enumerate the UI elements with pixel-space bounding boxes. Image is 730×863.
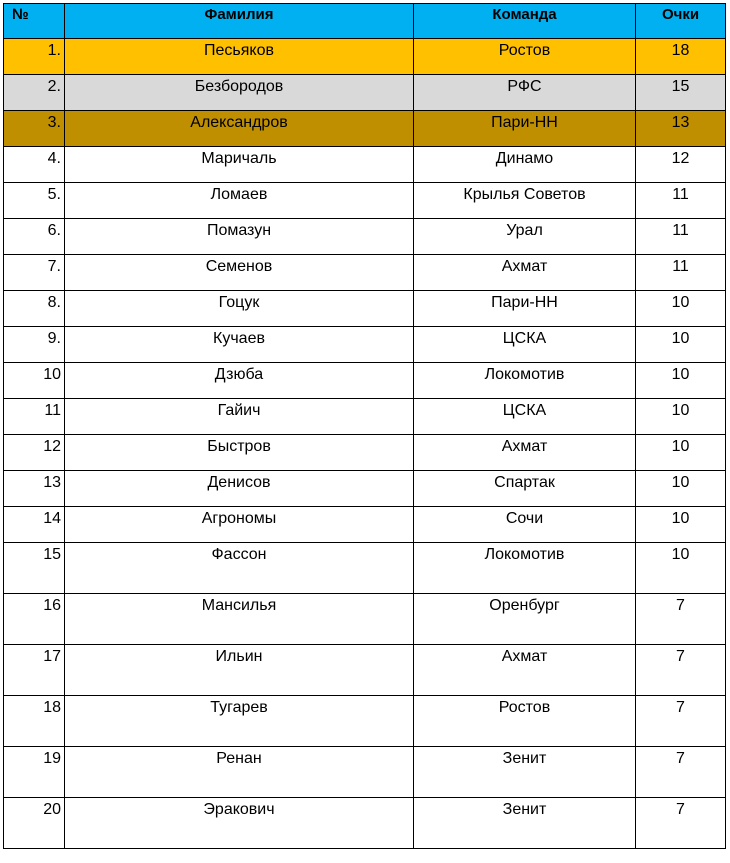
cell-num: 6.	[4, 219, 65, 255]
cell-num: 16	[4, 594, 65, 645]
cell-team: Ахмат	[414, 255, 636, 291]
cell-points: 7	[636, 696, 726, 747]
cell-num: 18	[4, 696, 65, 747]
cell-name: Гоцук	[65, 291, 414, 327]
cell-points: 7	[636, 798, 726, 849]
table-row	[4, 507, 726, 543]
cell-team: Локомотив	[414, 363, 636, 399]
cell-num: 11	[4, 399, 65, 435]
header-team: Команда	[414, 4, 636, 39]
cell-name: Агрономы	[65, 507, 414, 543]
cell-team: Ростов	[414, 696, 636, 747]
header-points: Очки	[636, 4, 726, 39]
cell-team: Крылья Советов	[414, 183, 636, 219]
cell-team: Ростов	[414, 39, 636, 75]
table-row	[4, 471, 726, 507]
cell-team: Пари-НН	[414, 111, 636, 147]
cell-team: Локомотив	[414, 543, 636, 594]
cell-points: 10	[636, 363, 726, 399]
table-row	[4, 183, 726, 219]
cell-num: 9.	[4, 327, 65, 363]
header-name: Фамилия	[65, 4, 414, 39]
standings-table	[3, 3, 726, 849]
table-row	[4, 696, 726, 747]
cell-name: Гайич	[65, 399, 414, 435]
cell-team: Оренбург	[414, 594, 636, 645]
cell-team: Ахмат	[414, 435, 636, 471]
table-row	[4, 747, 726, 798]
cell-team: РФС	[414, 75, 636, 111]
cell-num: 8.	[4, 291, 65, 327]
cell-name: Помазун	[65, 219, 414, 255]
cell-name: Ломаев	[65, 183, 414, 219]
cell-name: Быстров	[65, 435, 414, 471]
cell-points: 10	[636, 543, 726, 594]
cell-name: Фассон	[65, 543, 414, 594]
cell-team: Динамо	[414, 147, 636, 183]
cell-name: Песьяков	[65, 39, 414, 75]
cell-num: 13	[4, 471, 65, 507]
table-row	[4, 39, 726, 75]
table-row	[4, 399, 726, 435]
cell-name: Тугарев	[65, 696, 414, 747]
cell-num: 20	[4, 798, 65, 849]
cell-points: 13	[636, 111, 726, 147]
cell-name: Эракович	[65, 798, 414, 849]
table-row	[4, 291, 726, 327]
cell-team: Урал	[414, 219, 636, 255]
header-num: №	[4, 4, 65, 39]
cell-num: 14	[4, 507, 65, 543]
cell-points: 10	[636, 471, 726, 507]
table-row	[4, 147, 726, 183]
cell-points: 10	[636, 291, 726, 327]
cell-num: 7.	[4, 255, 65, 291]
cell-points: 10	[636, 507, 726, 543]
cell-num: 17	[4, 645, 65, 696]
cell-num: 1.	[4, 39, 65, 75]
cell-name: Ренан	[65, 747, 414, 798]
cell-name: Денисов	[65, 471, 414, 507]
cell-team: Ахмат	[414, 645, 636, 696]
cell-name: Маричаль	[65, 147, 414, 183]
table-row	[4, 255, 726, 291]
cell-points: 7	[636, 747, 726, 798]
cell-num: 15	[4, 543, 65, 594]
table-row	[4, 645, 726, 696]
cell-points: 10	[636, 399, 726, 435]
table-row	[4, 594, 726, 645]
cell-num: 12	[4, 435, 65, 471]
table-row	[4, 435, 726, 471]
cell-points: 10	[636, 327, 726, 363]
cell-name: Дзюба	[65, 363, 414, 399]
cell-num: 5.	[4, 183, 65, 219]
cell-num: 10	[4, 363, 65, 399]
standings-table-container	[3, 3, 725, 849]
cell-team: Спартак	[414, 471, 636, 507]
cell-points: 7	[636, 594, 726, 645]
cell-name: Кучаев	[65, 327, 414, 363]
cell-points: 10	[636, 435, 726, 471]
table-row	[4, 111, 726, 147]
cell-team: Сочи	[414, 507, 636, 543]
cell-team: Пари-НН	[414, 291, 636, 327]
table-row	[4, 219, 726, 255]
cell-num: 2.	[4, 75, 65, 111]
header-row	[4, 4, 726, 39]
cell-team: ЦСКА	[414, 399, 636, 435]
cell-name: Мансилья	[65, 594, 414, 645]
cell-team: Зенит	[414, 747, 636, 798]
table-row	[4, 363, 726, 399]
cell-num: 4.	[4, 147, 65, 183]
cell-name: Семенов	[65, 255, 414, 291]
cell-team: Зенит	[414, 798, 636, 849]
cell-num: 19	[4, 747, 65, 798]
table-body	[4, 39, 726, 849]
cell-points: 15	[636, 75, 726, 111]
cell-num: 3.	[4, 111, 65, 147]
table-row	[4, 798, 726, 849]
table-row	[4, 75, 726, 111]
cell-name: Безбородов	[65, 75, 414, 111]
cell-name: Ильин	[65, 645, 414, 696]
cell-points: 11	[636, 255, 726, 291]
cell-points: 7	[636, 645, 726, 696]
table-row	[4, 327, 726, 363]
cell-points: 11	[636, 183, 726, 219]
table-row	[4, 543, 726, 594]
cell-points: 12	[636, 147, 726, 183]
cell-points: 11	[636, 219, 726, 255]
cell-points: 18	[636, 39, 726, 75]
cell-team: ЦСКА	[414, 327, 636, 363]
cell-name: Александров	[65, 111, 414, 147]
